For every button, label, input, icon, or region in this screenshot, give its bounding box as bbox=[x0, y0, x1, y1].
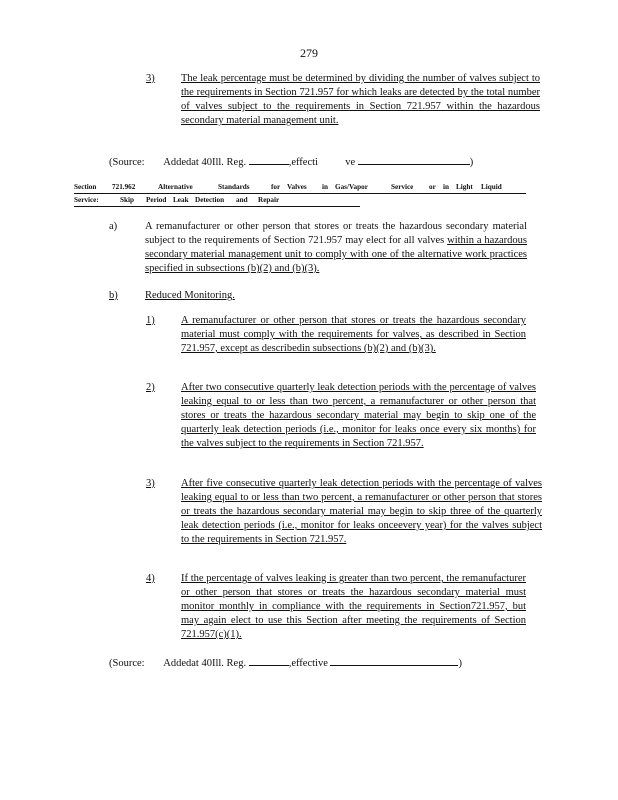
section-heading bbox=[74, 181, 526, 207]
source-close: ) bbox=[469, 157, 474, 168]
subsection-a-text-added: within a hazardous secondary material management unit to comply with one of the alternative work practices specified in subsections (b)(2) and (b)(3). bbox=[145, 235, 527, 274]
subsection-b-item-3 bbox=[146, 477, 542, 561]
heading-word: Section bbox=[74, 183, 97, 191]
subsection-b-title: Reduced Monitoring. bbox=[145, 290, 235, 301]
page-number: 279 bbox=[300, 46, 318, 60]
source-blank-date bbox=[249, 154, 289, 165]
source-label: (Source: bbox=[109, 157, 145, 168]
item-text: After two consecutive quarterly leak detection periods with the percentage of valves leaking equal to or less than two percent, a remanufacturer or other person that stores or treats the hazardous secondary material may begin to skip one of the quarterly leak detection periods (i.e., monitor for leaks once every six months) for the valves subject to the requirements in Section 721.957. bbox=[181, 382, 536, 449]
section-heading-line-1 bbox=[74, 181, 526, 194]
heading-word: or bbox=[429, 183, 436, 191]
subsection-b bbox=[109, 289, 309, 303]
heading-word: Gas/Vapor bbox=[335, 183, 368, 191]
heading-word: Liquid bbox=[481, 183, 502, 191]
subsection-a-number: a) bbox=[109, 221, 118, 232]
item-text: After five consecutive quarterly leak detection periods with the percentage of valves leaking equal to or less than two percent, a remanufacturer or other person that stores or treats the hazardous secondary material may begin to skip three of the quarterly leak detection periods (i.e., monitor for leaks onceevery year) for the valves subject to the requirements in Section 721.957. bbox=[181, 478, 542, 545]
item-text: A remanufacturer or other person that stores or treats the hazardous secondary material must comply with the requirements for valves, as described in Section 721.957, except as describedin subsections (b)(2) and (b)(3). bbox=[181, 315, 526, 354]
source-note-1 bbox=[109, 154, 473, 168]
source-effective-tail: ve bbox=[345, 157, 356, 168]
heading-word: and bbox=[236, 196, 248, 204]
source-note-2 bbox=[109, 655, 462, 669]
prior-item-number: 3) bbox=[146, 73, 155, 84]
source-added: Addedat 40Ill. Reg. bbox=[163, 658, 247, 669]
heading-word: Valves bbox=[287, 183, 307, 191]
subsection-b-item-2 bbox=[146, 381, 536, 465]
subsection-b-number: b) bbox=[109, 290, 118, 301]
source-close: ) bbox=[458, 658, 462, 669]
item-number: 2) bbox=[146, 382, 155, 393]
heading-word: for bbox=[271, 183, 281, 191]
source-effective: ,effective bbox=[288, 658, 328, 669]
source-blank-date bbox=[249, 655, 289, 666]
heading-word: Service bbox=[391, 183, 414, 191]
item-number: 4) bbox=[146, 573, 155, 584]
heading-word: Leak bbox=[173, 196, 189, 204]
source-added: Addedat 40Ill. Reg. bbox=[163, 157, 247, 168]
heading-word: Light bbox=[456, 183, 473, 191]
source-label: (Source: bbox=[109, 658, 145, 669]
item-number: 1) bbox=[146, 315, 155, 326]
source-blank-effective bbox=[330, 655, 458, 666]
heading-word: Alternative bbox=[158, 183, 193, 191]
subsection-a-text bbox=[145, 220, 527, 276]
heading-word: 721.962 bbox=[112, 183, 136, 191]
item-number: 3) bbox=[146, 478, 155, 489]
prior-item-text: The leak percentage must be determined by dividing the number of valves subject to the requirements in Section 721.957 for which leaks are detected by the total number of valves subject to the requirements in Section 721.957 within the hazardous secondary material management unit. bbox=[181, 73, 540, 126]
heading-word: in bbox=[322, 183, 328, 191]
heading-word: in bbox=[443, 183, 449, 191]
heading-word: Service: bbox=[74, 196, 99, 204]
source-effective: ,effecti bbox=[288, 157, 318, 168]
subsection-b-item-1 bbox=[146, 314, 526, 370]
heading-word: Detection bbox=[195, 196, 225, 204]
item-text: If the percentage of valves leaking is greater than two percent, the remanufacturer or other person that stores or treats the hazardous secondary material must monitor monthly in compliance with the requirements in Section721.957, but may again elect to use this Section after meeting the requirements of Section 721.957(c)(1). bbox=[181, 573, 526, 640]
source-blank-effective bbox=[358, 154, 470, 165]
heading-word: Period bbox=[146, 196, 167, 204]
subsection-a-text-plain: A remanufacturer or other person that stores or treats the hazardous secondary material subject to the requirements of Section 721.957 may elect for all valves bbox=[145, 221, 527, 246]
prior-item bbox=[146, 72, 540, 142]
section-heading-line-2 bbox=[74, 194, 360, 207]
heading-word: Skip bbox=[120, 196, 134, 204]
subsection-a bbox=[109, 220, 527, 276]
subsection-b-item-4 bbox=[146, 572, 526, 642]
heading-word: Repair bbox=[258, 196, 280, 204]
heading-word: Standards bbox=[218, 183, 250, 191]
